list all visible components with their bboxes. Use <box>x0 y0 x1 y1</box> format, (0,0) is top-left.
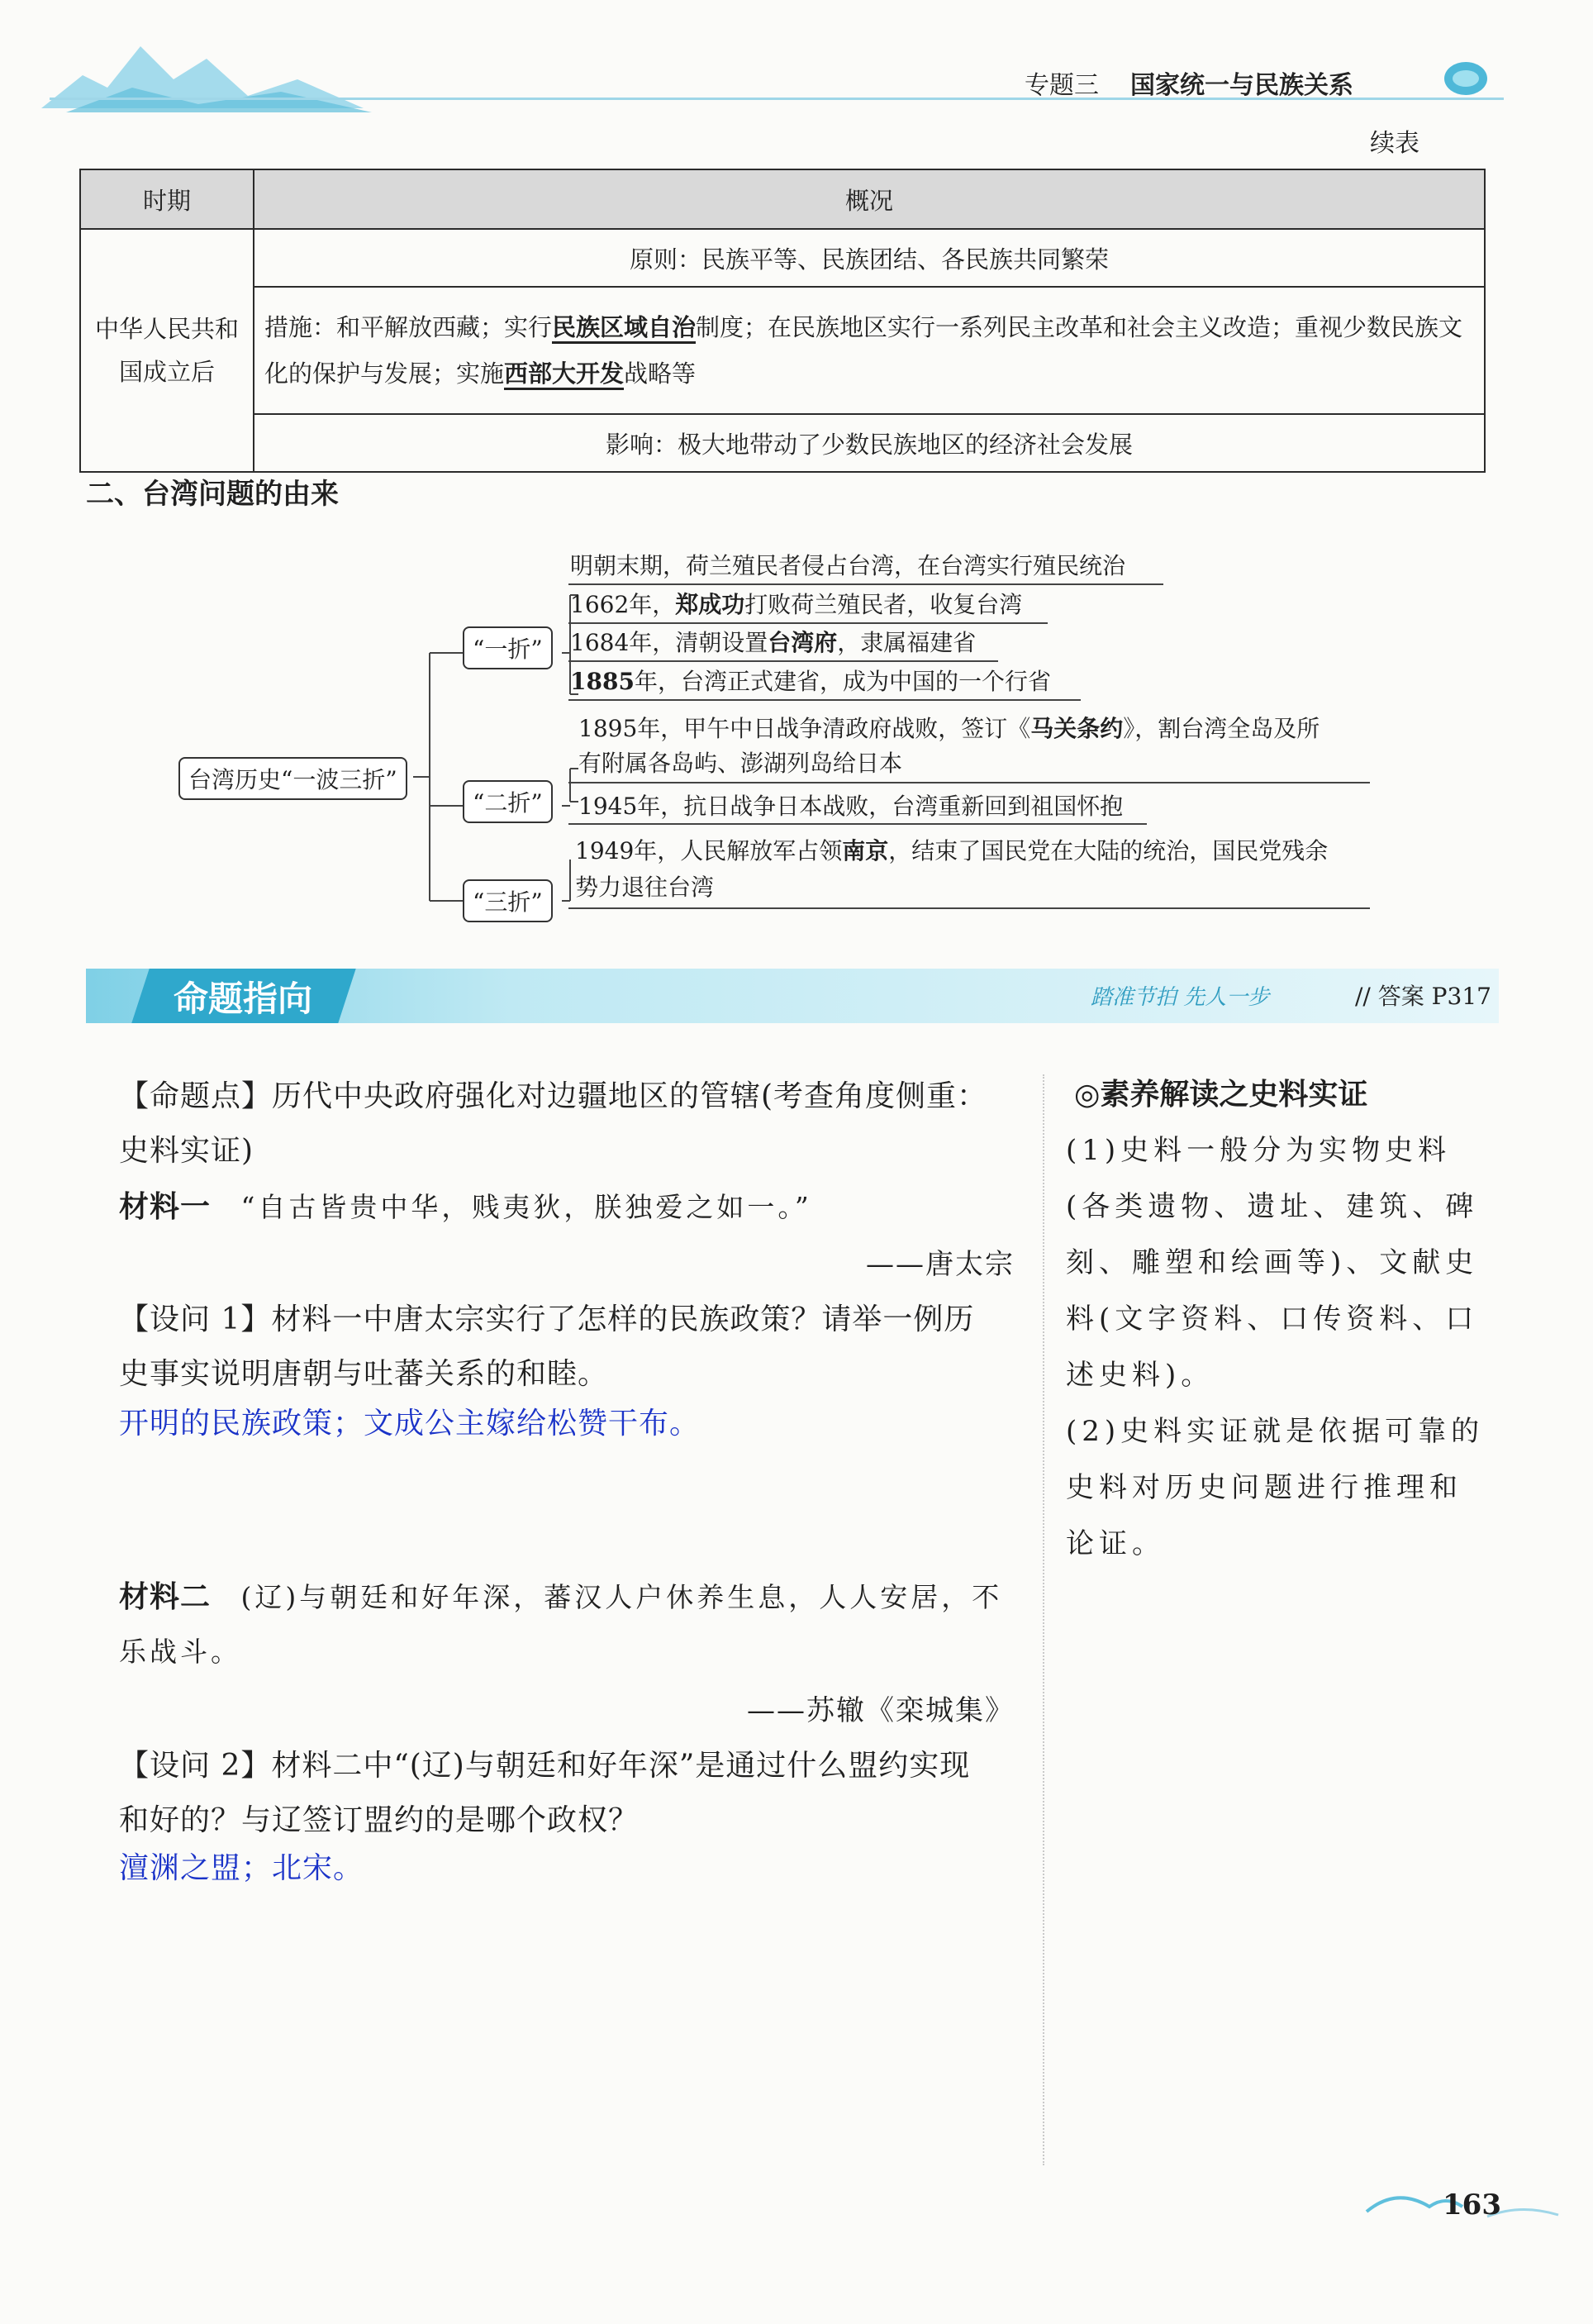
keyword-taiwan-prefecture: 台湾府 <box>768 629 838 656</box>
running-header <box>1025 64 1353 101</box>
table-continued-label: 续表 <box>1370 129 1419 158</box>
keyword-1885: 1885 <box>570 668 635 695</box>
mindmap-text: 1684年，清朝设置 <box>570 629 768 656</box>
period-text: 中华人民共和国成立后 <box>94 315 239 386</box>
table-row <box>80 229 1485 287</box>
mindmap-text: ，隶属福建省 <box>837 629 977 656</box>
mindmap-text: ，结束了国民党在大陆的统治，国民党残余 <box>888 837 1329 864</box>
mindmap-item <box>570 665 1051 698</box>
keyword-nanjing: 南京 <box>842 837 889 864</box>
underline <box>568 699 1081 701</box>
material-2-label: 材料二 <box>119 1580 212 1614</box>
col-overview-header: 概况 <box>254 169 1485 229</box>
underline <box>568 660 998 662</box>
literacy-text <box>1066 1122 1487 1572</box>
question-point-line2: 史料实证) <box>119 1134 254 1168</box>
table-header-row <box>80 169 1485 229</box>
table-row <box>80 287 1485 414</box>
mindmap-item: 明朝末期，荷兰殖民者侵占台湾，在台湾实行殖民统治 <box>570 552 1126 579</box>
mindmap-text: 1895年，甲午中日战争清政府战败，签订《 <box>578 715 1031 742</box>
material-2-source: ——苏辙《栾城集》 <box>747 1694 1015 1727</box>
underline <box>568 782 1370 783</box>
literacy-title: ◎素养解读之史料实证 <box>1074 1078 1368 1112</box>
mindmap-branch-3: “三折” <box>463 879 553 922</box>
material-2-line2: 乐战斗。 <box>119 1636 241 1668</box>
underline <box>568 823 1147 825</box>
mindmap-item: 有附属各岛屿、澎湖列岛给日本 <box>578 750 903 777</box>
impact-cell: 影响：极大地带动了少数民族地区的经济社会发展 <box>254 414 1485 472</box>
mindmap-branch-2: “二折” <box>463 780 553 823</box>
banner-title: 命题指向 <box>174 979 313 1019</box>
measures-text-1: 措施：和平解放西藏；实行 <box>264 313 553 341</box>
period-cell <box>80 229 254 472</box>
mindmap-text: 》，割台湾全岛及所 <box>1123 715 1320 742</box>
answer-1: 开明的民族政策；文成公主嫁给松赞干布。 <box>119 1407 701 1441</box>
material-1-source: ——唐太宗 <box>866 1248 1015 1281</box>
material-2 <box>119 1570 1002 1625</box>
measures-text-3: 战略等 <box>624 360 697 388</box>
question-point-line1: 【命题点】历代中央政府强化对边疆地区的管辖(考查角度侧重： <box>119 1079 988 1113</box>
mindmap-item: 1945年，抗日战争日本战败，台湾重新回到祖国怀抱 <box>578 793 1124 820</box>
question-2-line2: 和好的？与辽签订盟约的是哪个政权？ <box>119 1803 640 1837</box>
mindmap-item <box>578 712 1320 745</box>
header-title: 国家统一与民族关系 <box>1130 71 1353 100</box>
underline <box>568 907 1370 909</box>
keyword-western-development: 西部大开发 <box>504 360 624 390</box>
col-period-header: 时期 <box>80 169 254 229</box>
underline <box>568 622 1048 624</box>
mindmap-text: 1949年，人民解放军占领 <box>575 837 843 864</box>
measures-cell <box>254 287 1485 414</box>
globe-icon <box>1441 58 1491 99</box>
mindmap-item <box>575 835 1328 868</box>
answer-page-ref: // 答案 P317 <box>1355 983 1491 1010</box>
page-number: 163 <box>1443 2188 1501 2222</box>
keyword-regional-autonomy: 民族区域自治 <box>552 313 696 344</box>
mindmap-text: 年，台湾正式建省，成为中国的一个行省 <box>634 668 1051 695</box>
principle-cell: 原则：民族平等、民族团结、各民族共同繁荣 <box>254 229 1485 287</box>
mindmap-branch-1: “一折” <box>463 626 553 669</box>
question-1-line1: 【设问 1】材料一中唐太宗实行了怎样的民族政策？请举一例历 <box>119 1302 975 1336</box>
material-1 <box>119 1180 812 1235</box>
material-1-text: “自古皆贵中华，贱夷狄，朕独爱之如一。” <box>240 1191 812 1223</box>
table-row <box>80 414 1485 472</box>
underline <box>568 583 1163 585</box>
answer-2: 澶渊之盟；北宋。 <box>119 1851 364 1885</box>
material-1-label: 材料一 <box>119 1190 212 1224</box>
keyword-treaty-shimonoseki: 马关条约 <box>1030 715 1124 742</box>
mindmap-item <box>570 626 976 660</box>
literacy-point-2: (2)史料实证就是依据可靠的史料对历史问题进行推理和论证。 <box>1066 1415 1485 1560</box>
material-2-line1: (辽)与朝廷和好年深，蕃汉人户休养生息，人人安居，不 <box>240 1581 1003 1613</box>
overview-table <box>79 169 1486 473</box>
header-topic: 专题三 <box>1025 71 1099 100</box>
keyword-zheng-chenggong: 郑成功 <box>675 591 745 618</box>
measures-text-2: 制度；在民族地区实行一系列民主改革和社会主义改造；重视少数民族文化的保护与发展；实施 <box>264 313 1463 388</box>
mindmap-item: 势力退往台湾 <box>575 874 715 901</box>
mindmap-text: 1662年， <box>570 591 676 618</box>
section-title-taiwan: 二、台湾问题的由来 <box>86 478 339 511</box>
header-mountain-decoration <box>33 30 380 121</box>
mindmap-text: 打败荷兰殖民者，收复台湾 <box>744 591 1023 618</box>
mindmap-root: 台湾历史“一波三折” <box>178 757 407 800</box>
question-2-line1: 【设问 2】材料二中“(辽)与朝廷和好年深”是通过什么盟约实现 <box>119 1749 971 1783</box>
banner-slogan: 踏准节拍 先人一步 <box>1091 985 1270 1010</box>
literacy-point-1: (1)史料一般分为实物史料(各类遗物、遗址、建筑、碑刻、雕塑和绘画等)、文献史料(文字资料、口传资料、口述史料)。 <box>1066 1134 1479 1392</box>
question-1-line2: 史事实说明唐朝与吐蕃关系的和睦。 <box>119 1357 609 1391</box>
mindmap-item <box>570 588 1022 621</box>
column-divider <box>1043 1074 1044 2165</box>
